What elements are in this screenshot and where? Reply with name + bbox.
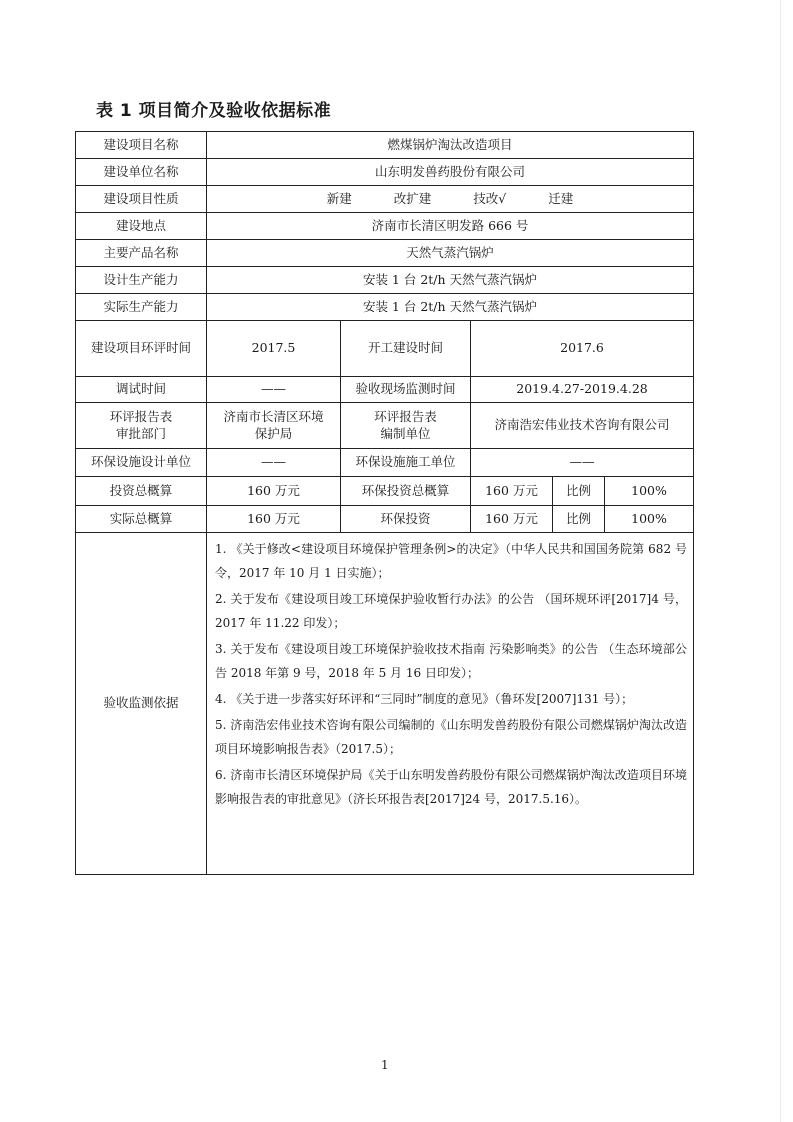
unit-name-value: 山东明发兽药股份有限公司 bbox=[207, 159, 694, 186]
approval-dept-value-line2: 保护局 bbox=[254, 425, 293, 441]
compiler-label-line2: 编制单位 bbox=[380, 425, 431, 441]
facility-construct-value: —— bbox=[471, 449, 694, 477]
table-row bbox=[76, 240, 694, 267]
location-label: 建设地点 bbox=[76, 213, 207, 240]
facility-construct-label: 环保设施施工单位 bbox=[341, 449, 471, 477]
approval-dept-value bbox=[207, 403, 341, 449]
approval-dept-label-line1: 环评报告表 bbox=[109, 408, 173, 424]
debug-time-value: —— bbox=[207, 377, 341, 403]
eia-time-value: 2017.5 bbox=[207, 321, 341, 377]
design-capacity-label: 设计生产能力 bbox=[76, 267, 207, 294]
start-time-value: 2017.6 bbox=[471, 321, 694, 377]
product-value: 天然气蒸汽锅炉 bbox=[207, 240, 694, 267]
monitor-time-label: 验收现场监测时间 bbox=[341, 377, 471, 403]
nature-option-relocate: 迁建 bbox=[548, 190, 574, 206]
compiler-label-line1: 环评报告表 bbox=[374, 408, 437, 424]
start-time-label: 开工建设时间 bbox=[341, 321, 471, 377]
debug-time-label: 调试时间 bbox=[76, 377, 207, 403]
ratio-actual-value: 100% bbox=[605, 506, 694, 533]
ratio-actual-label: 比例 bbox=[553, 506, 605, 533]
table-row bbox=[76, 213, 694, 240]
env-invest-plan-label: 环保投资总概算 bbox=[341, 477, 471, 506]
table-row bbox=[76, 533, 694, 875]
location-value: 济南市长清区明发路 666 号 bbox=[207, 213, 694, 240]
compiler-value: 济南浩宏伟业技术咨询有限公司 bbox=[471, 403, 694, 449]
page-number: 1 bbox=[381, 1058, 389, 1072]
scan-edge-line bbox=[780, 0, 781, 1122]
design-capacity-value: 安装 1 台 2t/h 天然气蒸汽锅炉 bbox=[207, 267, 694, 294]
table-row bbox=[76, 377, 694, 403]
project-info-table bbox=[75, 131, 694, 875]
table-row bbox=[76, 506, 694, 533]
table-row bbox=[76, 477, 694, 506]
nature-label: 建设项目性质 bbox=[76, 186, 207, 213]
invest-plan-value: 160 万元 bbox=[207, 477, 341, 506]
basis-item-2: 2. 关于发布《建设项目竣工环境保护验收暂行办法》的公告 （国环规环评[2017]4 号，2017 年 11.22 印发）； bbox=[215, 592, 688, 630]
nature-options bbox=[207, 186, 694, 213]
table-row bbox=[76, 186, 694, 213]
env-invest-actual-value: 160 万元 bbox=[471, 506, 553, 533]
nature-option-renovate: 技改√ bbox=[473, 190, 507, 206]
ratio-plan-value: 100% bbox=[605, 477, 694, 506]
basis-item-3: 3. 关于发布《建设项目竣工环境保护验收技术指南 污染影响类》的公告 （生态环境部公告 2018 年第 9 号，2018 年 5 月 16 日印发）； bbox=[215, 642, 688, 680]
basis-item-6: 6. 济南市长清区环境保护局《关于山东明发兽药股份有限公司燃煤锅炉淘汰改造项目环境影响报告表的审批意见》（济长环报告表[2017]24 号，2017.5.16）。 bbox=[215, 768, 688, 806]
table-title: 表 1 项目简介及验收依据标准 bbox=[96, 101, 332, 121]
approval-dept-value-line1: 济南市长清区环境 bbox=[223, 408, 324, 424]
table-row bbox=[76, 159, 694, 186]
nature-option-new: 新建 bbox=[326, 190, 352, 206]
basis-item-1: 1. 《关于修改<建设项目环境保护管理条例>的决定》（中华人民共和国国务院第 682 号令，2017 年 10 月 1 日实施）； bbox=[215, 542, 688, 580]
invest-actual-value: 160 万元 bbox=[207, 506, 341, 533]
project-name-label: 建设项目名称 bbox=[76, 132, 207, 159]
basis-item-4: 4. 《关于进一步落实好环评和“三同时”制度的意见》（鲁环发[2007]131 号）； bbox=[215, 692, 634, 706]
nature-option-expand: 改扩建 bbox=[393, 190, 432, 206]
project-name-value: 燃煤锅炉淘汰改造项目 bbox=[207, 132, 694, 159]
compiler-label bbox=[341, 403, 471, 449]
actual-capacity-value: 安装 1 台 2t/h 天然气蒸汽锅炉 bbox=[207, 294, 694, 321]
ratio-plan-label: 比例 bbox=[553, 477, 605, 506]
monitor-time-value: 2019.4.27-2019.4.28 bbox=[471, 377, 694, 403]
basis-list bbox=[207, 533, 694, 875]
table-row bbox=[76, 403, 694, 449]
env-invest-actual-label: 环保投资 bbox=[341, 506, 471, 533]
basis-label: 验收监测依据 bbox=[76, 533, 207, 875]
product-label: 主要产品名称 bbox=[76, 240, 207, 267]
table-row bbox=[76, 294, 694, 321]
invest-plan-label: 投资总概算 bbox=[76, 477, 207, 506]
facility-design-label: 环保设施设计单位 bbox=[76, 449, 207, 477]
basis-item-5: 5. 济南浩宏伟业技术咨询有限公司编制的《山东明发兽药股份有限公司燃煤锅炉淘汰改造项目环境影响报告表》（2017.5）； bbox=[215, 718, 688, 756]
actual-capacity-label: 实际生产能力 bbox=[76, 294, 207, 321]
approval-dept-label-line2: 审批部门 bbox=[115, 425, 166, 441]
env-invest-plan-value: 160 万元 bbox=[471, 477, 553, 506]
table-row bbox=[76, 132, 694, 159]
table-row bbox=[76, 267, 694, 294]
table-row bbox=[76, 321, 694, 377]
unit-name-label: 建设单位名称 bbox=[76, 159, 207, 186]
table-row bbox=[76, 449, 694, 477]
facility-design-value: —— bbox=[207, 449, 341, 477]
approval-dept-label bbox=[76, 403, 207, 449]
eia-time-label: 建设项目环评时间 bbox=[76, 321, 207, 377]
invest-actual-label: 实际总概算 bbox=[76, 506, 207, 533]
